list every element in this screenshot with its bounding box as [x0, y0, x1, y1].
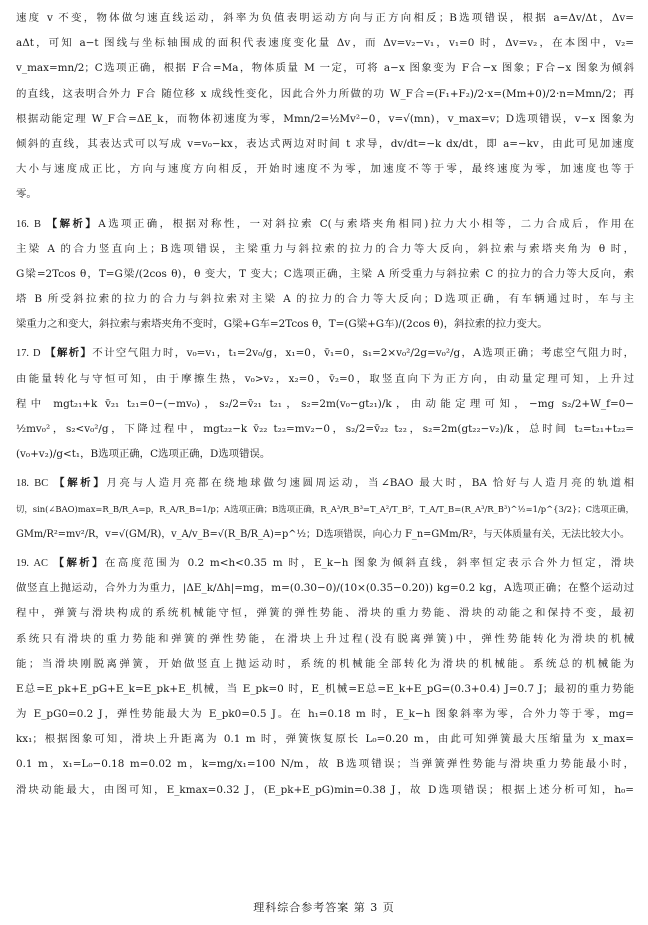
text-line: [16, 56, 634, 81]
line-text: 不计空气阻力时，v₀=v₁，t₁=2v₀/g，x₁=0，v̄₁=0，s₁=2×v₀²/2g=v₀²/g，A选项正确；考虑空气阻力时，: [92, 347, 634, 360]
text-line: [16, 262, 634, 287]
text-line: [16, 157, 634, 182]
text-line: [16, 727, 634, 752]
line-text: 月亮与人造月亮都在绕地球做匀速圆周运动，当∠BAO 最大时，BA 恰好与人造月亮的轨道相: [106, 477, 634, 490]
text-line: [16, 132, 634, 157]
analysis-tag: 【解析】: [46, 217, 99, 230]
text-line: [16, 367, 634, 392]
line-text: v_max=mn/2；C选项正确，根据 F合=Ma，物体质量 M 一定，可将 a−x 图象变为 F合−x 图象；F合−x 图象为倾斜: [16, 62, 634, 75]
text-line: [16, 341, 634, 366]
text-line: [16, 677, 634, 702]
question-answer-label: 18. BC: [16, 478, 49, 490]
text-line: [16, 6, 634, 31]
line-text: 大小与速度成正比，方向与速度方向相反，开始时速度不为零，加速度不等于零，最终速度为零，加速度也等于: [16, 163, 634, 176]
text-line: [16, 601, 634, 626]
line-text: 根据动能定理 W_F合=ΔE_k，而物体初速度为零，Mmn/2=½Mv²−0，v=√(mn)，v_max=v；D选项错误，v−x 图象为: [16, 112, 634, 125]
text-line: [16, 82, 634, 107]
line-text: (v₀+v₂)/g<t₁，B选项正确，C选项正确，D选项错误。: [16, 448, 271, 461]
text-line: [16, 627, 634, 652]
text-line: [16, 576, 634, 601]
text-line: [16, 778, 634, 803]
text-line: [16, 392, 634, 417]
text-line: [16, 312, 634, 337]
line-text: aΔt，可知 a−t 图线与坐标轴围成的面积代表速度变化量 Δv，而 Δv=v₂−v₁，v₁=0 时，Δv=v₂，在本图中，v₂=: [16, 37, 634, 50]
line-text: 0.1 m，x₁=L₀−0.18 m=0.02 m，k=mg/x₁=100 N/m，故 B选项错误；当弹簧弹性势能与滑块重力势能最小时，: [16, 758, 634, 771]
line-text: 做竖直上抛运动，合外力为重力，|ΔE_k/Δh|=mg，m=(0.30−0)/(10×(0.35−0.20)) kg=0.2 kg，A选项正确；在整个运动过: [16, 582, 634, 595]
line-text: 为 E_pG0=0.2 J，弹性势能最大为 E_pk0=0.5 J。在 h₁=0.18 m 时，E_k−h 图象斜率为零，合外力等于零，mg=: [16, 708, 634, 721]
line-text: 在高度范围为 0.2 m<h<0.35 m 时，E_k−h 图象为倾斜直线，斜率恒定表示合外力恒定，滑块: [104, 556, 634, 569]
text-line: [16, 31, 634, 56]
analysis-tag: 【解析】: [54, 477, 107, 490]
line-text: 速度 v 不变，物体做匀速直线运动，斜率为负值表明运动方向与正方向相反；B选项错误，根据 a=Δv/Δt，Δv=: [16, 12, 634, 24]
line-text: 滑块动能最大，由图可知，E_kmax=0.32 J，(E_pk+E_pG)min=0.38 J，故 D选项错误；根据上述分析可知，h₀=: [16, 783, 634, 796]
line-text: 主梁 A 的合力竖直向上；B选项错误，主梁重力与斜拉索的拉力的合力等大反向，斜拉索与索塔夹角为 θ 时，: [16, 242, 634, 255]
line-text: 塔 B 所受斜拉索的拉力的合力与斜拉索对主梁 A 的拉力的合力等大反向；D选项正确，有车辆通过时，车与主: [16, 293, 634, 306]
text-line: [16, 212, 634, 237]
text-line: [16, 471, 634, 496]
line-text: 能；当滑块刚脱离弹簧，开始做竖直上抛运动时，系统的机械能全部转化为滑块的机械能。系统总的机械能为: [16, 657, 634, 670]
question-answer-label: 16. B: [16, 218, 41, 230]
text-line: [16, 287, 634, 312]
line-text: ½mv₀²，s₂<v₀²/g，下降过程中，mgt₂₂−k v̄₂₂ t₂₂=mv₂−0，s₂/2=v̄₂₂ t₂₂，s₂=2m(gt₂₂−v₂)/k，总时间 t₂=t₂₁+t₂₂=: [16, 423, 634, 435]
question-answer-label: 19. AC: [16, 557, 48, 569]
text-line: [16, 702, 634, 727]
line-text: 程中 mgt₂₁+k v̄₂₁ t₂₁=0−(−mv₀)，s₂/2=v̄₂₁ t₂₁，s₂=2m(v₀−gt₂₁)/k，由动能定理可知，−mg s₂/2+W_f=0−: [16, 397, 634, 410]
line-text: 倾斜的直线，其表达式可以写成 v=v₀−kx，表达式两边对时间 t 求导，dv/dt=−k dx/dt，即 a=−kv，由此可见加速度: [16, 137, 634, 150]
line-text: G梁=2Tcos θ，T=G梁/(2cos θ)，θ 变大，T 变大；C选项正确，主梁 A 所受重力与斜拉索 C 的拉力的合力等大反向，索: [16, 267, 634, 280]
line-text: A选项正确，根据对称性，一对斜拉索 C(与索塔夹角相同)拉力大小相等，二力合成后，作用在: [98, 217, 634, 230]
answer-text-body: [16, 6, 634, 803]
page-footer: 理科综合参考答案 第 3 页: [253, 901, 395, 914]
text-line: [16, 551, 634, 576]
text-line: [16, 497, 634, 522]
text-line: [16, 522, 634, 547]
question-answer-label: 17. D: [16, 348, 41, 360]
line-text: 的直线，这表明合外力 F合 随位移 x 成线性变化，因此合外力所做的功 W_F合=(F₁+F₂)/2·x=(Mm+0)/2·n=Mmn/2；再: [16, 87, 634, 100]
line-text: 程中，弹簧与滑块构成的系统机械能守恒，弹簧的弹性势能、滑块的重力势能、滑块的动能之和保持不变，最初: [16, 607, 634, 620]
text-line: [16, 417, 634, 442]
text-line: [16, 182, 634, 207]
line-text: GMm/R²=mv²/R，v=√(GM/R)，v_A/v_B=√(R_B/R_A)=p^½；D选项错误，向心力 F_n=GMm/R²，与天体质量有关，无法比较大小。: [16, 528, 630, 540]
line-text: 切，sin(∠BAO)max=R_B/R_A=p，R_A/R_B=1/p；A选项正确；B选项正确，R_A³/R_B³=T_A²/T_B²，T_A/T_B=(R_A³/R_B³)^½=1/p^{3/2}；C选项正确，: [16, 503, 634, 514]
analysis-tag: 【解析】: [45, 347, 93, 360]
line-text: 由能量转化与守恒可知，由于摩擦生热，v₀>v₂，x₂=0，v̄₂=0，取竖直向下为正方向，由动量定理可知，上升过: [16, 372, 634, 385]
line-text: 梁重力之和变大，斜拉索与索塔夹角不变时，G梁+G车=2Tcos θ，T=(G梁+G车)/(2cos θ)，斜拉索的拉力变大。: [16, 318, 548, 331]
text-line: [16, 752, 634, 777]
text-line: [16, 652, 634, 677]
line-text: 零。: [16, 188, 37, 201]
analysis-tag: 【解析】: [53, 556, 105, 569]
text-line: [16, 442, 634, 467]
line-text: kx₁；根据图象可知，滑块上升距离为 0.1 m 时，弹簧恢复原长 L₀=0.20 m，由此可知弹簧最大压缩量为 x_max=: [16, 733, 634, 746]
text-line: [16, 107, 634, 132]
text-line: [16, 237, 634, 262]
line-text: 系统只有滑块的重力势能和弹簧的弹性势能，在滑块上升过程(没有脱离弹簧)中，弹性势能转化为滑块的机械: [16, 632, 634, 645]
line-text: E总=E_pk+E_pG+E_k=E_pk+E_机械，当 E_pk=0 时，E_机械=E总=E_k+E_pG=(0.3+0.4) J=0.7 J；最初的重力势能: [16, 682, 634, 695]
